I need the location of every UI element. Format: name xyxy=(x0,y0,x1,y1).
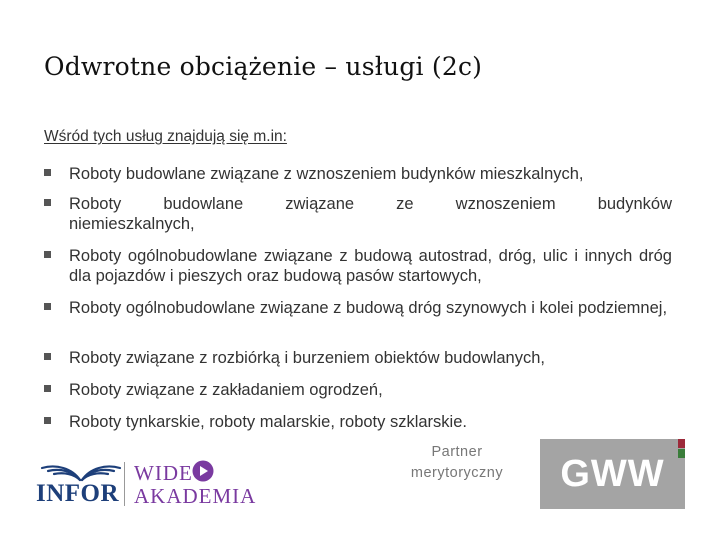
gww-green-stripe xyxy=(678,449,685,458)
square-bullet-icon xyxy=(44,385,51,392)
square-bullet-icon xyxy=(44,169,51,176)
play-icon xyxy=(192,460,214,482)
slide-title: Odwrotne obciążenie – usługi (2c) xyxy=(44,52,483,81)
partner-label xyxy=(402,442,512,484)
list-item xyxy=(44,298,672,318)
list-item-text: Roboty związane z rozbiórką i burzeniem obiektów budowlanych, xyxy=(69,349,545,367)
infor-logo-text: INFOR xyxy=(36,480,120,507)
list-item xyxy=(44,164,672,184)
list-item-text: Roboty związane z zakładaniem ogrodzeń, xyxy=(69,381,383,399)
list-item-text: Roboty budowlane związane ze wznoszeniem budynków niemieszkalnych, xyxy=(69,195,672,233)
gww-logo-text: GWW xyxy=(560,452,665,495)
gww-logo xyxy=(540,439,685,509)
list-item-text: Roboty budowlane związane z wznoszeniem budynków mieszkalnych, xyxy=(69,165,584,183)
wide-logo-text: WIDE xyxy=(134,461,193,485)
list-item-text: Roboty ogólnobudowlane związane z budową dróg szynowych i kolei podziemnej, xyxy=(69,299,668,317)
square-bullet-icon xyxy=(44,199,51,206)
list-item xyxy=(44,246,672,286)
list-item xyxy=(44,194,672,234)
list-item-text: Roboty tynkarskie, roboty malarskie, roboty szklarskie. xyxy=(69,413,467,431)
list-item xyxy=(44,412,672,432)
intro-text: Wśród tych usług znajdują się m.in: xyxy=(44,128,287,145)
list-item-text: Roboty ogólnobudowlane związane z budową autostrad, dróg, ulic i innych dróg dla pojazdów i pieszych oraz budową pasów startowych, xyxy=(69,247,672,285)
list-item xyxy=(44,380,672,400)
square-bullet-icon xyxy=(44,417,51,424)
square-bullet-icon xyxy=(44,353,51,360)
partner-line-2: merytoryczny xyxy=(410,465,504,481)
square-bullet-icon xyxy=(44,303,51,310)
gww-red-stripe xyxy=(678,439,685,448)
akademia-logo-text: AKADEMIA xyxy=(134,484,257,508)
list-item xyxy=(44,348,672,368)
square-bullet-icon xyxy=(44,251,51,258)
logo-divider xyxy=(124,462,125,506)
partner-line-1: Partner xyxy=(431,444,483,460)
